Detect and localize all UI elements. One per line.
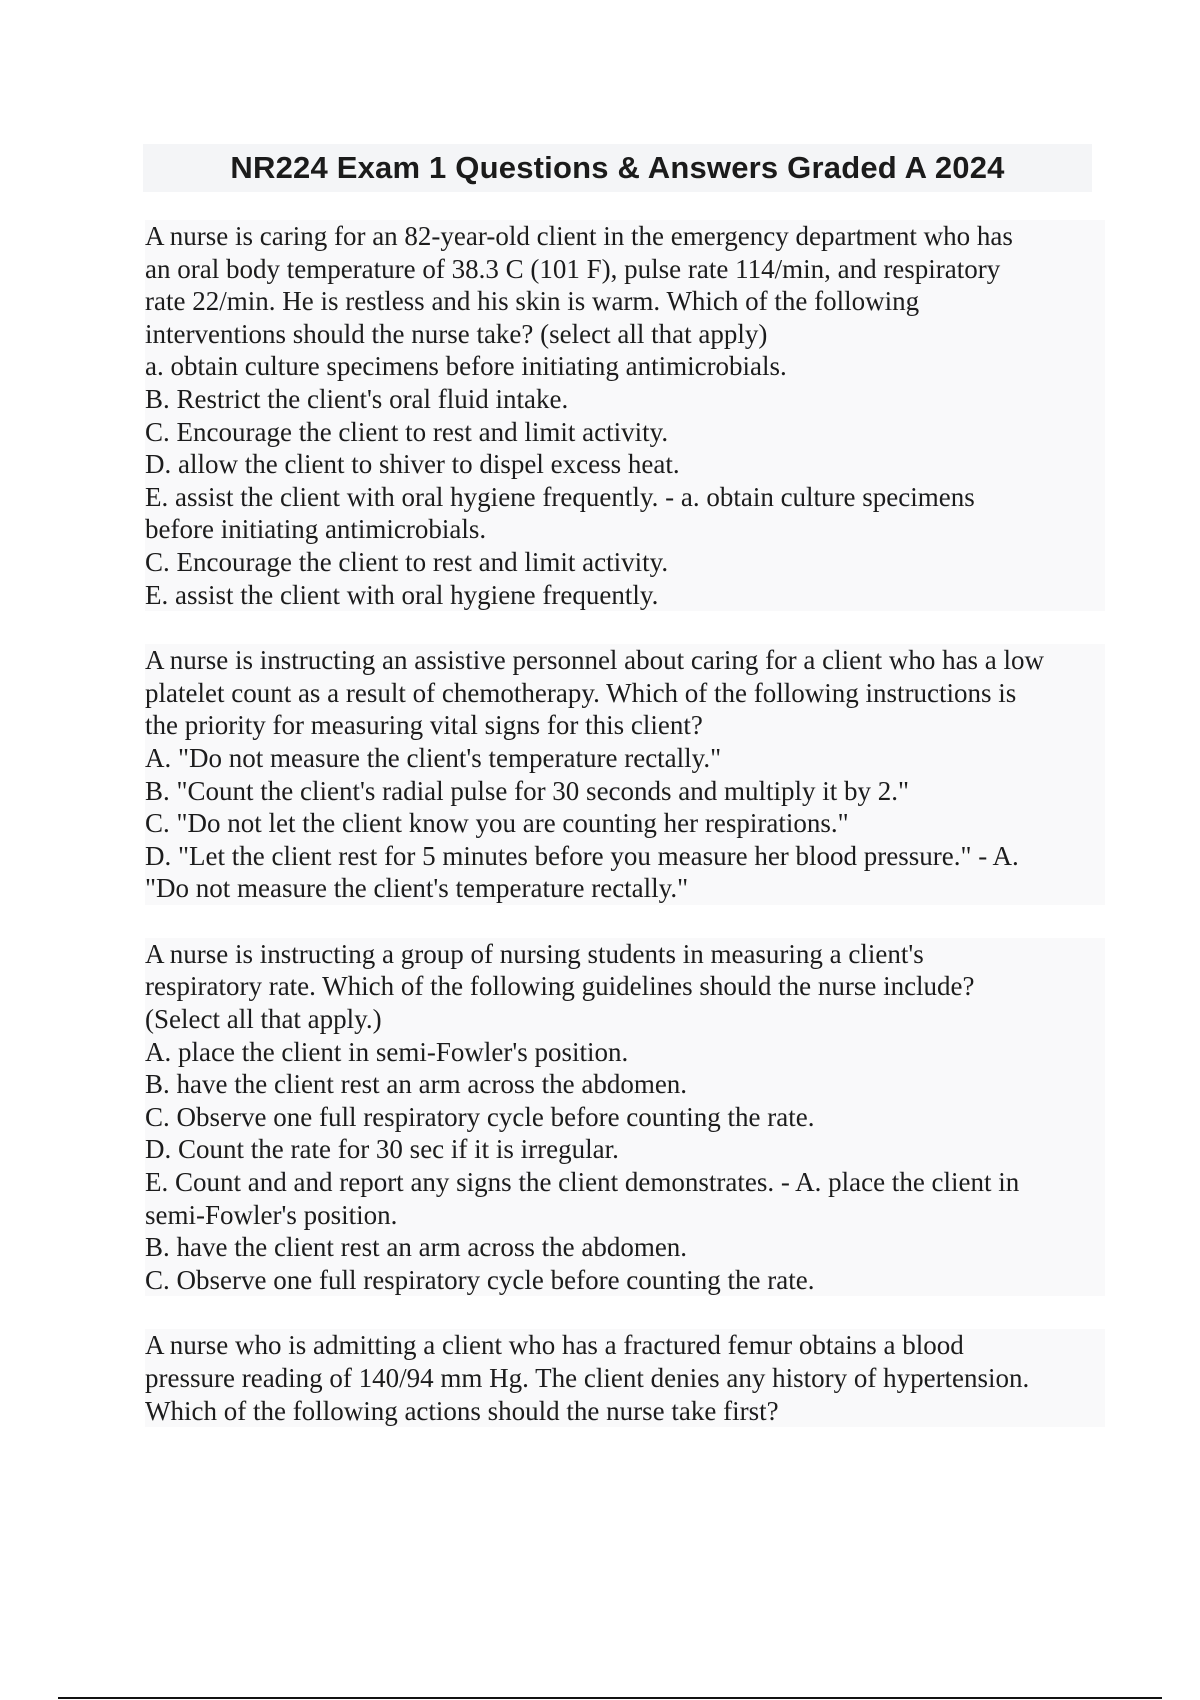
question-1-answer-line: E. assist the client with oral hygiene frequently. [145, 579, 659, 610]
question-block-1 [145, 220, 1105, 611]
question-3-option-b: B. have the client rest an arm across the abdomen. [145, 1069, 688, 1100]
question-4-line-2: pressure reading of 140/94 mm Hg. The client denies any history of hypertension. [145, 1363, 1030, 1393]
question-1-line-4: interventions should the nurse take? (select all that apply) [145, 318, 768, 349]
question-1-line-2: an oral body temperature of 38.3 C (101 F), pulse rate 114/min, and respiratory [145, 253, 1001, 284]
question-3-option-c: C. Observe one full respiratory cycle before counting the rate. [145, 1101, 815, 1132]
question-1-option-b: B. Restrict the client's oral fluid intake. [145, 383, 569, 414]
question-3-option-a: A. place the client in semi-Fowler's position. [145, 1036, 629, 1067]
question-2-option-a: A. "Do not measure the client's temperature rectally." [145, 742, 722, 773]
question-1-line-1: A nurse is caring for an 82-year-old client in the emergency department who has [145, 221, 1013, 251]
question-1-answer-line: C. Encourage the client to rest and limit activity. [145, 546, 669, 577]
question-block-4 [145, 1329, 1105, 1427]
question-1-option-a: a. obtain culture specimens before initiating antimicrobials. [145, 351, 787, 382]
document-body [145, 220, 1105, 1460]
question-2-line-2: platelet count as a result of chemotherapy. Which of the following instructions is [145, 677, 1017, 708]
question-1-line-3: rate 22/min. He is restless and his skin is warm. Which of the following [145, 286, 920, 317]
question-3-option-d: D. Count the rate for 30 sec if it is irregular. [145, 1134, 619, 1165]
question-block-2 [145, 644, 1105, 905]
document-title: NR224 Exam 1 Questions & Answers Graded A 2024 [230, 150, 1005, 185]
question-2-option-b: B. "Count the client's radial pulse for 30 seconds and multiply it by 2." [145, 775, 910, 806]
question-3-line-2: respiratory rate. Which of the following guidelines should the nurse include? [145, 971, 975, 1002]
question-3-line-3: (Select all that apply.) [145, 1004, 382, 1035]
question-3-line-1: A nurse is instructing a group of nursing students in measuring a client's [145, 938, 924, 969]
question-4-line-1: A nurse who is admitting a client who has a fractured femur obtains a blood [145, 1330, 964, 1361]
question-2-line-1: A nurse is instructing an assistive personnel about caring for a client who has a low [145, 645, 1045, 676]
question-3-answer-line: B. have the client rest an arm across the abdomen. [145, 1232, 688, 1263]
question-2-answer-line: "Do not measure the client's temperature rectally." [145, 873, 689, 904]
title-band [143, 144, 1092, 192]
page-bottom-rule [58, 1697, 1162, 1699]
question-3-answer-line: C. Observe one full respiratory cycle before counting the rate. [145, 1264, 815, 1295]
question-2-line-3: the priority for measuring vital signs for this client? [145, 710, 703, 741]
question-4-line-3: Which of the following actions should the nurse take first? [145, 1395, 779, 1426]
question-1-option-e-answer: E. assist the client with oral hygiene frequently. - a. obtain culture specimens [145, 481, 975, 512]
question-3-option-e-answer: E. Count and and report any signs the client demonstrates. - A. place the client in [145, 1167, 1020, 1198]
question-3-answer-line: semi-Fowler's position. [145, 1199, 398, 1230]
question-2-option-d-answer: D. "Let the client rest for 5 minutes before you measure her blood pressure." - A. [145, 840, 1019, 871]
question-block-3 [145, 938, 1105, 1297]
question-2-option-c: C. "Do not let the client know you are counting her respirations." [145, 808, 849, 839]
question-1-option-d: D. allow the client to shiver to dispel excess heat. [145, 449, 680, 480]
question-1-option-c: C. Encourage the client to rest and limit activity. [145, 416, 669, 447]
question-1-answer-line: before initiating antimicrobials. [145, 514, 487, 545]
